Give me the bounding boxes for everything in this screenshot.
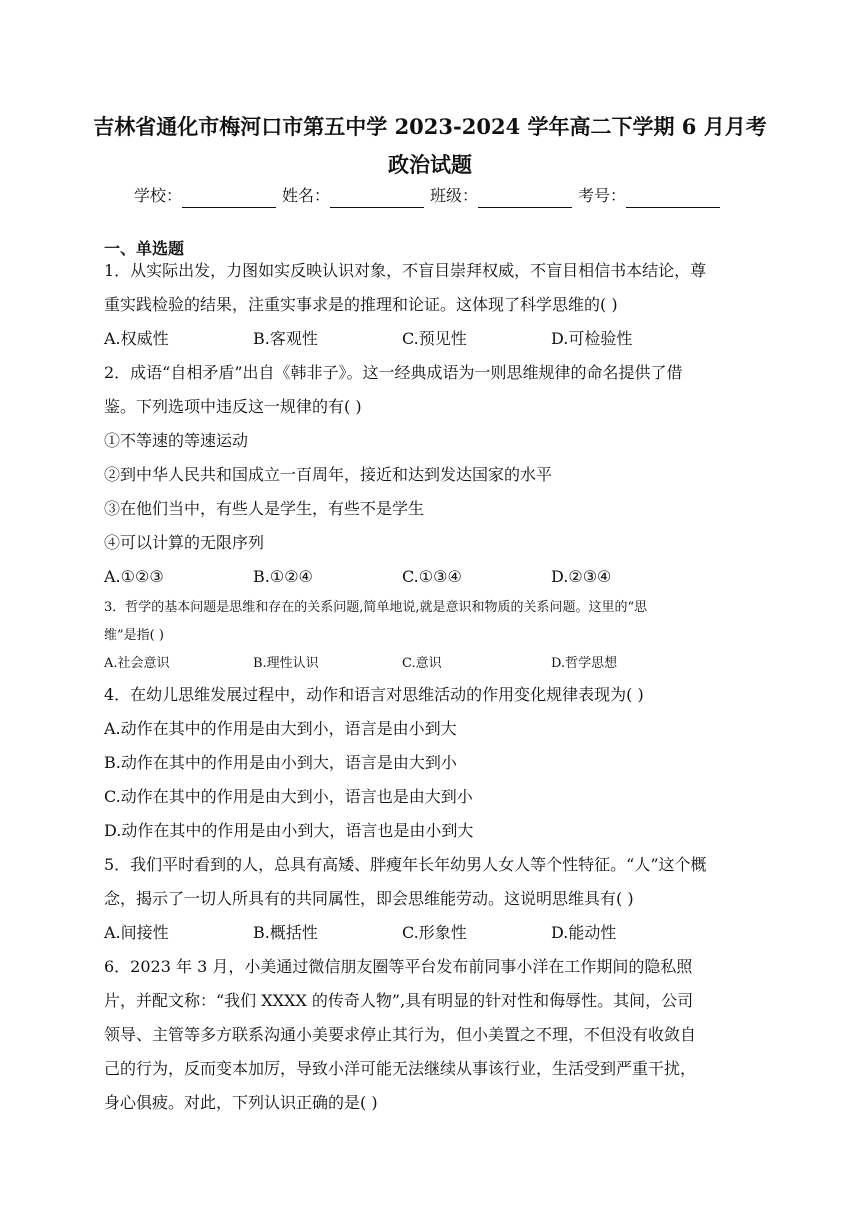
student-info-row	[0, 184, 860, 208]
q2-line-2: 鉴。下列选项中违反这一规律的有( )	[104, 397, 362, 416]
questions	[104, 254, 754, 1120]
number-label: 考号：	[578, 186, 627, 205]
name-label: 姓名：	[281, 186, 330, 205]
q2-option-d: D.②③④	[551, 567, 612, 586]
q3-line-1: 3．哲学的基本问题是思维和存在的关系问题,简单地说,就是意识和物质的关系问题。这里的“思	[104, 600, 648, 615]
section-heading: 一、单选题	[104, 239, 185, 258]
q4-option-c: C.动作在其中的作用是由大到小，语言也是由大到小	[104, 787, 473, 806]
q2-options	[104, 560, 754, 594]
q2-option-b: B.①②④	[253, 567, 313, 586]
class-blank[interactable]	[478, 189, 572, 208]
q6-line-1: 6．2023 年 3 月，小美通过微信朋友圈等平台发布前同事小洋在工作期间的隐私照	[104, 957, 693, 976]
q3-option-a: A.社会意识	[104, 656, 170, 671]
q3-option-c: C.意识	[402, 656, 442, 671]
q1-line-1: 1．从实际出发，力图如实反映认识对象，不盲目崇拜权威，不盲目相信书本结论，尊	[104, 261, 707, 280]
q2-option-a: A.①②③	[104, 567, 164, 586]
q5-option-c: C.形象性	[402, 923, 467, 942]
q2-line-1: 2．成语“自相矛盾”出自《韩非子》。这一经典成语为一则思维规律的命名提供了借	[104, 363, 683, 382]
q6-line-5: 身心俱疲。对此，下列认识正确的是( )	[104, 1093, 378, 1112]
q1-option-d: D.可检验性	[551, 329, 633, 348]
q3-options	[104, 650, 754, 678]
q3-option-b: B.理性认识	[253, 656, 319, 671]
title-line-2: 政治试题	[388, 152, 472, 177]
q1-line-2: 重实践检验的结果，注重实事求是的推理和论证。这体现了科学思维的( )	[104, 295, 618, 314]
q5-option-d: D.能动性	[551, 923, 617, 942]
title-line-1: 吉林省通化市梅河口市第五中学 2023-2024 学年高二下学期 6 月月考	[93, 114, 767, 139]
q5-options	[104, 916, 754, 950]
q2-item-4: ④可以计算的无限序列	[104, 533, 265, 552]
q5-option-a: A.间接性	[104, 923, 169, 942]
class-label: 班级：	[430, 186, 479, 205]
q6-line-3: 领导、主管等多方联系沟通小美要求停止其行为，但小美置之不理，不但没有收敛自	[104, 1025, 697, 1044]
number-blank[interactable]	[626, 189, 720, 208]
q6-line-4: 己的行为，反而变本加厉，导致小洋可能无法继续从事该行业，生活受到严重干扰，	[104, 1059, 697, 1078]
q2-item-2: ②到中华人民共和国成立一百周年，接近和达到发达国家的水平	[104, 465, 553, 484]
q1-option-c: C.预见性	[402, 329, 467, 348]
q5-line-2: 念，揭示了一切人所具有的共同属性，即会思维能劳动。这说明思维具有( )	[104, 889, 634, 908]
q1-option-b: B.客观性	[253, 329, 318, 348]
q3-line-2: 维”是指( )	[104, 628, 164, 643]
q5-line-1: 5．我们平时看到的人，总具有高矮、胖瘦年长年幼男人女人等个性特征。“人”这个概	[104, 855, 707, 874]
name-blank[interactable]	[330, 189, 424, 208]
q6-line-2: 片，并配文称：“我们 XXXX 的传奇人物”,具有明显的针对性和侮辱性。其间，公司	[104, 991, 694, 1010]
exam-title	[0, 108, 860, 184]
q4-option-b: B.动作在其中的作用是由小到大，语言是由大到小	[104, 753, 457, 772]
q1-options	[104, 322, 754, 356]
q2-option-c: C.①③④	[402, 567, 462, 586]
q5-option-b: B.概括性	[253, 923, 318, 942]
q3-option-d: D.哲学思想	[551, 656, 618, 671]
q2-item-1: ①不等速的等速运动	[104, 431, 249, 450]
q2-item-3: ③在他们当中，有些人是学生，有些不是学生	[104, 499, 425, 518]
q4-option-d: D.动作在其中的作用是由小到大，语言也是由小到大	[104, 821, 474, 840]
school-label: 学校：	[133, 186, 182, 205]
school-blank[interactable]	[182, 189, 276, 208]
q1-option-a: A.权威性	[104, 329, 169, 348]
q4-option-a: A.动作在其中的作用是由大到小，语言是由小到大	[104, 719, 457, 738]
q4-line-1: 4．在幼儿思维发展过程中，动作和语言对思维活动的作用变化规律表现为( )	[104, 685, 644, 704]
